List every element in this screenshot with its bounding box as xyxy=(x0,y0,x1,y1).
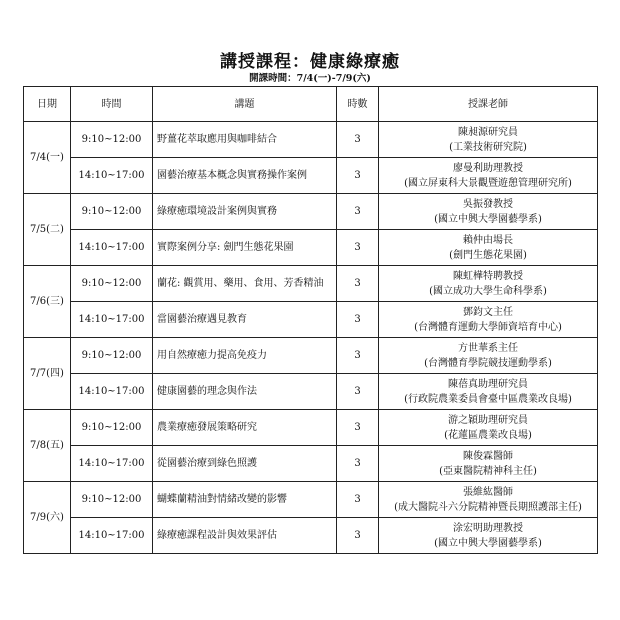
table-row xyxy=(24,194,598,230)
teacher-name: 賴仲由場長 xyxy=(463,234,513,246)
header-time: 時間 xyxy=(71,87,153,122)
table-row xyxy=(24,518,598,554)
table-row xyxy=(24,410,598,446)
page-title: 講授課程：健康綠療癒 xyxy=(220,52,400,72)
teacher-affiliation: (台灣體育學院競技運動學系) xyxy=(424,357,552,369)
hours-cell: 3 xyxy=(337,230,379,266)
teacher-cell xyxy=(379,410,598,446)
date-cell: 7/4(一) xyxy=(24,122,71,194)
table-row xyxy=(24,302,598,338)
teacher-name: 廖曼利助理教授 xyxy=(453,162,523,174)
topic-cell: 園藝治療基本概念與實務操作案例 xyxy=(153,158,337,194)
time-cell: 9:10~12:00 xyxy=(71,482,153,518)
teacher-affiliation: (行政院農業委員會臺中區農業改良場) xyxy=(404,393,572,405)
header-hours: 時數 xyxy=(337,87,379,122)
teacher-name: 吳振發教授 xyxy=(463,198,513,210)
hours-cell: 3 xyxy=(337,518,379,554)
teacher-cell xyxy=(379,194,598,230)
teacher-cell xyxy=(379,446,598,482)
teacher-cell xyxy=(379,158,598,194)
time-cell: 14:10~17:00 xyxy=(71,230,153,266)
teacher-affiliation: (國立屏東科大景觀暨遊憩管理研究所) xyxy=(404,177,572,189)
hours-cell: 3 xyxy=(337,482,379,518)
teacher-name: 陳俊霖醫師 xyxy=(463,450,513,462)
teacher-affiliation: (劍門生態花果園) xyxy=(449,249,527,261)
course-period: 開課時間：7/4(一)-7/9(六) xyxy=(249,73,371,84)
teacher-cell xyxy=(379,266,598,302)
teacher-cell xyxy=(379,122,598,158)
hours-cell: 3 xyxy=(337,158,379,194)
time-cell: 14:10~17:00 xyxy=(71,374,153,410)
table-header-row xyxy=(24,87,598,122)
teacher-name: 陳昶源研究員 xyxy=(458,126,518,138)
teacher-cell xyxy=(379,374,598,410)
table-row xyxy=(24,230,598,266)
date-cell: 7/6(三) xyxy=(24,266,71,338)
hours-cell: 3 xyxy=(337,374,379,410)
teacher-name: 陳蓓真助理研究員 xyxy=(448,378,528,390)
topic-cell: 農業療癒發展策略研究 xyxy=(153,410,337,446)
teacher-name: 涂宏明助理教授 xyxy=(453,522,523,534)
teacher-cell xyxy=(379,518,598,554)
table-row xyxy=(24,338,598,374)
topic-cell: 實際案例分享: 劍門生態花果園 xyxy=(153,230,337,266)
teacher-affiliation: (成大醫院斗六分院精神暨長期照護部主任) xyxy=(394,501,582,513)
teacher-affiliation: (國立中興大學園藝學系) xyxy=(434,537,542,549)
teacher-affiliation: (亞東醫院精神科主任) xyxy=(439,465,537,477)
topic-cell: 當園藝治療遇見教育 xyxy=(153,302,337,338)
teacher-name: 游之穎助理研究員 xyxy=(448,414,528,426)
hours-cell: 3 xyxy=(337,122,379,158)
topic-cell: 綠療癒環境設計案例與實務 xyxy=(153,194,337,230)
teacher-name: 鄧鈞文主任 xyxy=(463,306,513,318)
date-cell: 7/7(四) xyxy=(24,338,71,410)
topic-cell: 從園藝治療到綠色照護 xyxy=(153,446,337,482)
date-cell: 7/9(六) xyxy=(24,482,71,554)
time-cell: 9:10~12:00 xyxy=(71,194,153,230)
time-cell: 14:10~17:00 xyxy=(71,158,153,194)
header-topic: 講題 xyxy=(153,87,337,122)
hours-cell: 3 xyxy=(337,266,379,302)
topic-cell: 蝴蝶蘭精油對情緒改變的影響 xyxy=(153,482,337,518)
time-cell: 9:10~12:00 xyxy=(71,122,153,158)
teacher-cell xyxy=(379,230,598,266)
teacher-affiliation: (花蓮區農業改良場) xyxy=(444,429,532,441)
table-row xyxy=(24,482,598,518)
teacher-affiliation: (台灣體育運動大學師資培育中心) xyxy=(414,321,562,333)
date-cell: 7/8(五) xyxy=(24,410,71,482)
hours-cell: 3 xyxy=(337,446,379,482)
time-cell: 14:10~17:00 xyxy=(71,446,153,482)
time-cell: 9:10~12:00 xyxy=(71,266,153,302)
header-teacher: 授課老師 xyxy=(379,87,598,122)
date-cell: 7/5(二) xyxy=(24,194,71,266)
table-row xyxy=(24,158,598,194)
teacher-name: 張維紘醫師 xyxy=(463,486,513,498)
hours-cell: 3 xyxy=(337,302,379,338)
time-cell: 14:10~17:00 xyxy=(71,518,153,554)
topic-cell: 用自然療癒力提高免疫力 xyxy=(153,338,337,374)
table-row xyxy=(24,122,598,158)
topic-cell: 野薑花萃取應用與咖啡結合 xyxy=(153,122,337,158)
hours-cell: 3 xyxy=(337,194,379,230)
hours-cell: 3 xyxy=(337,410,379,446)
table-row xyxy=(24,446,598,482)
hours-cell: 3 xyxy=(337,338,379,374)
teacher-affiliation: (國立中興大學園藝學系) xyxy=(434,213,542,225)
schedule-table xyxy=(23,86,598,554)
header-date: 日期 xyxy=(24,87,71,122)
topic-cell: 綠療癒課程設計與效果評估 xyxy=(153,518,337,554)
teacher-cell xyxy=(379,302,598,338)
table-row xyxy=(24,266,598,302)
teacher-cell xyxy=(379,338,598,374)
topic-cell: 蘭花: 觀賞用、藥用、食用、芳香精油 xyxy=(153,266,337,302)
teacher-name: 陳虹樺特聘教授 xyxy=(453,270,523,282)
time-cell: 9:10~12:00 xyxy=(71,410,153,446)
time-cell: 9:10~12:00 xyxy=(71,338,153,374)
teacher-name: 方世華系主任 xyxy=(458,342,518,354)
teacher-affiliation: (工業技術研究院) xyxy=(449,141,527,153)
teacher-cell xyxy=(379,482,598,518)
teacher-affiliation: (國立成功大學生命科學系) xyxy=(429,285,547,297)
time-cell: 14:10~17:00 xyxy=(71,302,153,338)
table-row xyxy=(24,374,598,410)
topic-cell: 健康園藝的理念與作法 xyxy=(153,374,337,410)
schedule-body xyxy=(24,122,598,554)
